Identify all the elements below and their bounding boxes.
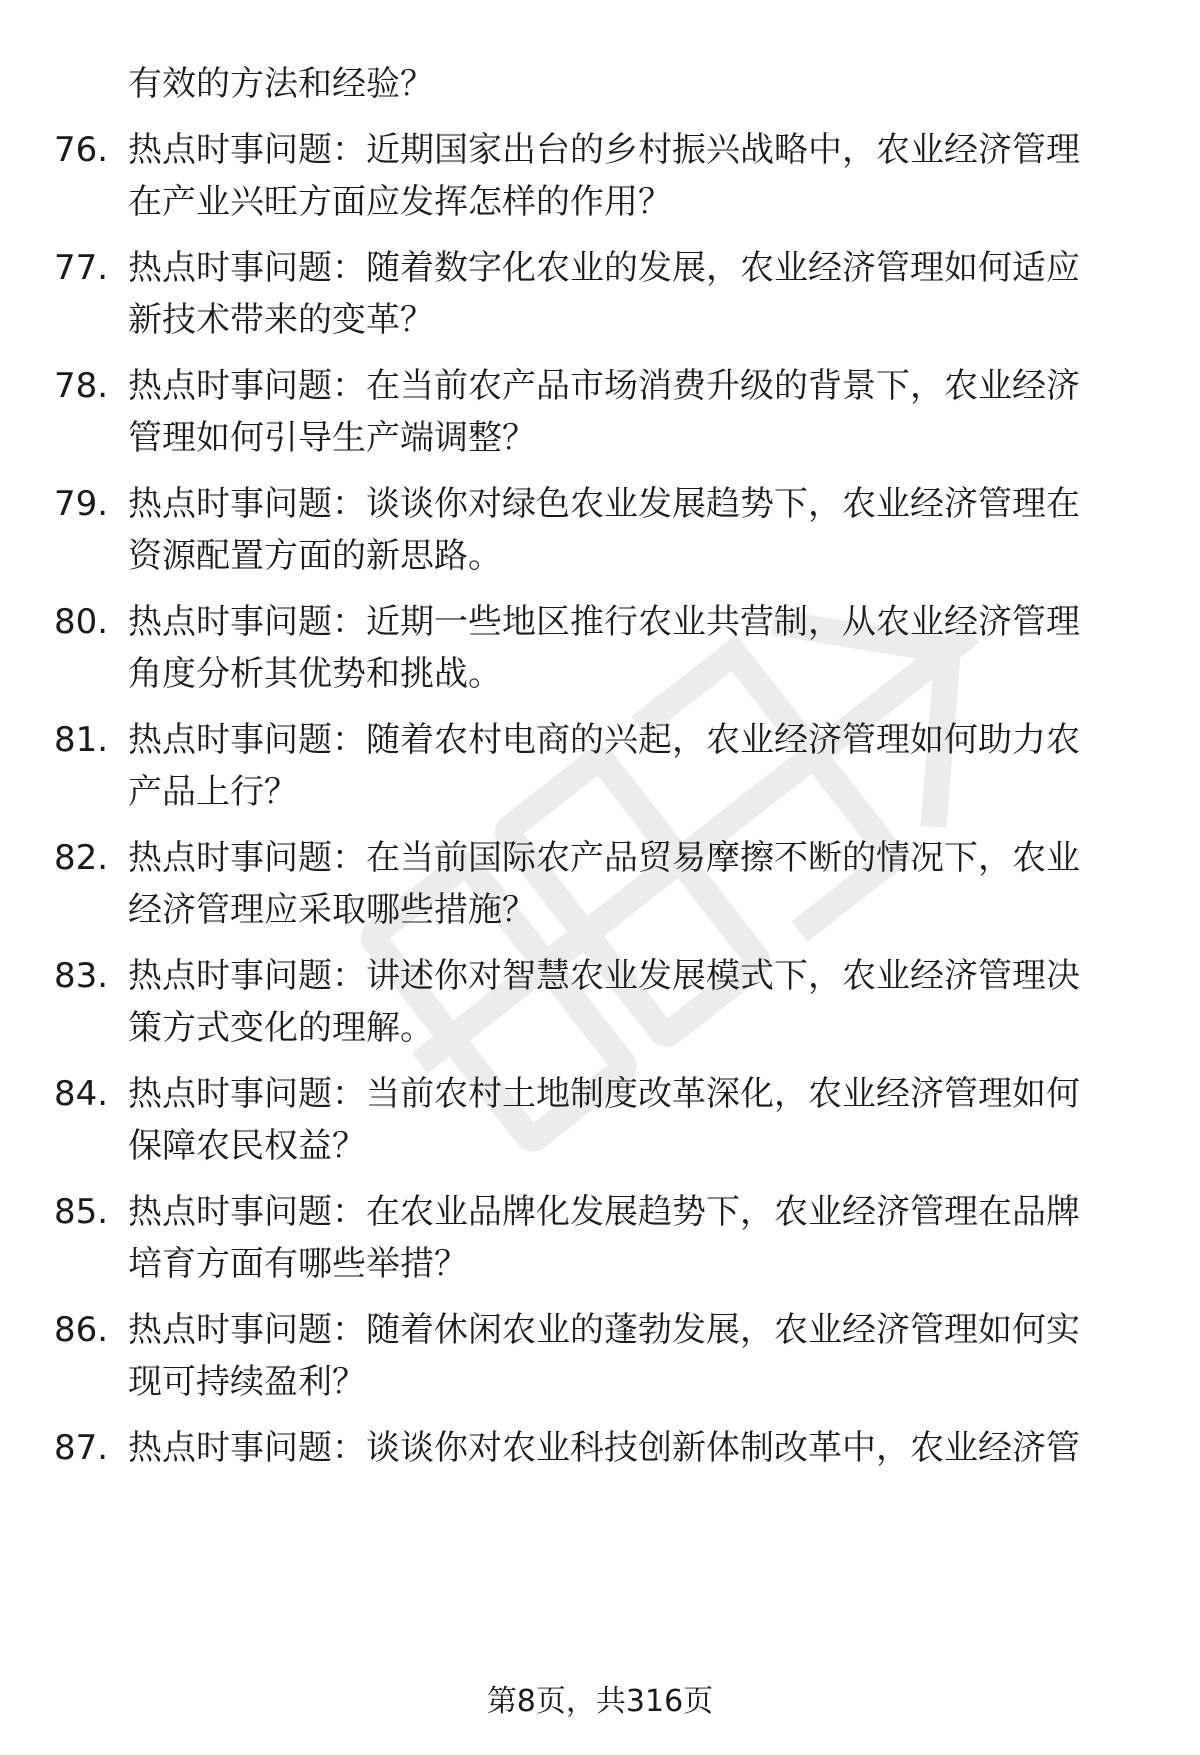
question-number: 82.: [54, 838, 109, 878]
list-item: [0, 242, 1200, 352]
question-number: 85.: [54, 1192, 109, 1232]
list-item: [0, 1068, 1200, 1178]
list-item: [0, 1186, 1200, 1296]
question-number: 84.: [54, 1074, 109, 1114]
list-item: [0, 1304, 1200, 1414]
question-text: 热点时事问题：讲述你对智慧农业发展模式下，农业经济管理决 策方式变化的理解。: [128, 956, 1080, 1048]
question-number: 78.: [54, 366, 109, 406]
question-number: 79.: [54, 484, 109, 524]
question-text: 热点时事问题：近期一些地区推行农业共营制，从农业经济管理 角度分析其优势和挑战。: [128, 602, 1080, 694]
page-footer: 第8页，共316页: [486, 1684, 714, 1719]
question-text: 热点时事问题：近期国家出台的乡村振兴战略中，农业经济管理 在产业兴旺方面应发挥怎样的作用？: [128, 130, 1080, 222]
question-number: 76.: [54, 130, 109, 170]
question-text: 热点时事问题：当前农村土地制度改革深化，农业经济管理如何 保障农民权益？: [128, 1074, 1080, 1166]
question-text: 热点时事问题：随着休闲农业的蓬勃发展，农业经济管理如何实 现可持续盈利？: [128, 1310, 1080, 1402]
question-text: 热点时事问题：谈谈你对农业科技创新体制改革中，农业经济管: [128, 1428, 1080, 1468]
question-text: 热点时事问题：在农业品牌化发展趋势下，农业经济管理在品牌 培育方面有哪些举措？: [128, 1192, 1080, 1284]
list-item: [0, 478, 1200, 588]
continuation-text: 有效的方法和经验？: [128, 64, 434, 104]
question-text: 热点时事问题：随着农村电商的兴起，农业经济管理如何助力农 产品上行？: [128, 720, 1080, 812]
question-text: 热点时事问题：谈谈你对绿色农业发展趋势下，农业经济管理在 资源配置方面的新思路。: [128, 484, 1080, 576]
question-number: 86.: [54, 1310, 109, 1350]
question-number: 81.: [54, 720, 109, 760]
list-item: [0, 124, 1200, 234]
question-number: 80.: [54, 602, 109, 642]
question-text: 热点时事问题：在当前国际农产品贸易摩擦不断的情况下，农业 经济管理应采取哪些措施？: [128, 838, 1080, 930]
question-text: 热点时事问题：在当前农产品市场消费升级的背景下，农业经济 管理如何引导生产端调整？: [128, 366, 1080, 458]
list-item: [0, 832, 1200, 942]
question-number: 87.: [54, 1428, 109, 1468]
list-item: [0, 1422, 1200, 1532]
list-item: [0, 360, 1200, 470]
list-item: [0, 714, 1200, 824]
list-item: [0, 596, 1200, 706]
question-text: 热点时事问题：随着数字化农业的发展，农业经济管理如何适应 新技术带来的变革？: [128, 248, 1080, 340]
list-item: [0, 950, 1200, 1060]
question-number: 77.: [54, 248, 109, 288]
question-number: 83.: [54, 956, 109, 996]
